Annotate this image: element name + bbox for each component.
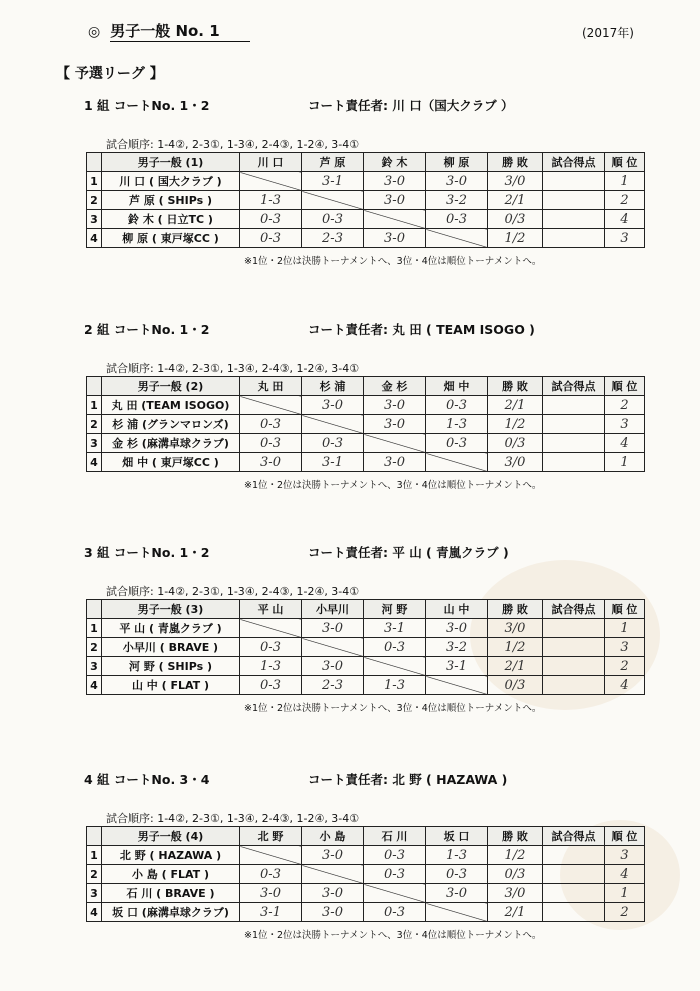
header-blank	[87, 377, 102, 396]
league-table	[86, 376, 645, 472]
win-loss: 3/0	[488, 172, 543, 191]
win-loss: 1/2	[488, 846, 543, 865]
win-loss: 0/3	[488, 434, 543, 453]
row-number: 4	[87, 453, 102, 472]
match-score: 3-0	[240, 884, 302, 903]
match-score: 0-3	[364, 638, 426, 657]
match-score: 0-3	[240, 415, 302, 434]
match-score: 0-3	[302, 210, 364, 229]
court-responsible: コート責任者: 北 野 ( HAZAWA )	[308, 772, 508, 787]
table-row	[87, 846, 645, 865]
page-title	[88, 20, 250, 42]
game-points	[543, 676, 605, 695]
footnote: ※1位・2位は決勝トーナメントへ、3位・4位は順位トーナメントへ。	[244, 703, 542, 714]
game-points	[543, 884, 605, 903]
win-loss: 0/3	[488, 210, 543, 229]
row-number: 4	[87, 229, 102, 248]
row-number: 2	[87, 865, 102, 884]
court-responsible: コート責任者: 川 口（国大クラブ ）	[308, 98, 514, 113]
rank: 1	[605, 619, 645, 638]
game-points	[543, 229, 605, 248]
group-heading: 4 組 コートNo. 3・4	[84, 772, 210, 787]
match-score: 3-1	[364, 619, 426, 638]
rank: 2	[605, 191, 645, 210]
match-score: 3-0	[364, 415, 426, 434]
match-score: 0-3	[426, 434, 488, 453]
match-score: 3-0	[302, 657, 364, 676]
player-name: 金 杉 (麻溝卓球クラブ)	[102, 434, 240, 453]
game-points	[543, 619, 605, 638]
title-text: 男子一般 No. 1	[110, 20, 249, 42]
match-score: 3-1	[426, 657, 488, 676]
game-points	[543, 415, 605, 434]
match-score: 3-0	[302, 846, 364, 865]
match-score: 2-3	[302, 229, 364, 248]
match-score: 3-2	[426, 191, 488, 210]
player-name: 芦 原 ( SHIPs )	[102, 191, 240, 210]
player-name: 小 島 ( FLAT )	[102, 865, 240, 884]
table-row	[87, 172, 645, 191]
match-order: 試合順序: 1-4②, 2-3①, 1-3④, 2-4③, 1-2④, 3-4①	[106, 585, 360, 598]
win-loss: 1/2	[488, 638, 543, 657]
match-score: 3-0	[302, 903, 364, 922]
league-table	[86, 826, 645, 922]
row-number: 1	[87, 172, 102, 191]
match-score: 3-0	[364, 191, 426, 210]
column-header: 順 位	[605, 600, 645, 619]
footnote: ※1位・2位は決勝トーナメントへ、3位・4位は順位トーナメントへ。	[244, 930, 542, 941]
win-loss: 1/2	[488, 229, 543, 248]
game-points	[543, 638, 605, 657]
match-score: 1-3	[364, 676, 426, 695]
rank: 4	[605, 676, 645, 695]
row-number: 3	[87, 884, 102, 903]
player-name: 丸 田 (TEAM ISOGO)	[102, 396, 240, 415]
match-score: 3-0	[364, 229, 426, 248]
table-title: 男子一般 (3)	[102, 600, 240, 619]
table-row	[87, 638, 645, 657]
game-points	[543, 191, 605, 210]
header-blank	[87, 153, 102, 172]
game-points	[543, 434, 605, 453]
table-row	[87, 619, 645, 638]
player-name: 小早川 ( BRAVE )	[102, 638, 240, 657]
rank: 4	[605, 210, 645, 229]
match-score: 2-3	[302, 676, 364, 695]
table-row	[87, 676, 645, 695]
table-row	[87, 657, 645, 676]
player-name: 河 野 ( SHIPs )	[102, 657, 240, 676]
match-score: 3-0	[426, 884, 488, 903]
footnote: ※1位・2位は決勝トーナメントへ、3位・4位は順位トーナメントへ。	[244, 480, 542, 491]
player-name: 北 野 ( HAZAWA )	[102, 846, 240, 865]
player-name: 坂 口 (麻溝卓球クラブ)	[102, 903, 240, 922]
rank: 2	[605, 657, 645, 676]
player-name: 柳 原 ( 東戸塚CC )	[102, 229, 240, 248]
footnote: ※1位・2位は決勝トーナメントへ、3位・4位は順位トーナメントへ。	[244, 256, 542, 267]
table-title: 男子一般 (4)	[102, 827, 240, 846]
table-header-row	[87, 377, 645, 396]
diagonal-cell	[240, 846, 302, 865]
diagonal-cell	[426, 903, 488, 922]
diagonal-cell	[302, 415, 364, 434]
league-table	[86, 599, 645, 695]
win-loss: 1/2	[488, 415, 543, 434]
game-points	[543, 453, 605, 472]
match-score: 3-0	[302, 884, 364, 903]
match-score: 0-3	[240, 434, 302, 453]
table-title: 男子一般 (1)	[102, 153, 240, 172]
column-header: 丸 田	[240, 377, 302, 396]
row-number: 1	[87, 846, 102, 865]
match-score: 3-0	[364, 453, 426, 472]
game-points	[543, 846, 605, 865]
rank: 1	[605, 884, 645, 903]
table-row	[87, 191, 645, 210]
match-score: 3-0	[426, 619, 488, 638]
match-score: 0-3	[364, 903, 426, 922]
diagonal-cell	[240, 172, 302, 191]
row-number: 1	[87, 396, 102, 415]
table-header-row	[87, 600, 645, 619]
row-number: 4	[87, 903, 102, 922]
match-score: 3-1	[302, 453, 364, 472]
table-row	[87, 453, 645, 472]
match-score: 0-3	[240, 210, 302, 229]
column-header: 勝 敗	[488, 827, 543, 846]
column-header: 杉 浦	[302, 377, 364, 396]
match-score: 3-0	[240, 453, 302, 472]
row-number: 3	[87, 210, 102, 229]
rank: 2	[605, 396, 645, 415]
column-header: 河 野	[364, 600, 426, 619]
match-score: 3-0	[426, 172, 488, 191]
column-header: 試合得点	[543, 827, 605, 846]
match-score: 0-3	[426, 396, 488, 415]
player-name: 畑 中 ( 東戸塚CC )	[102, 453, 240, 472]
column-header: 勝 敗	[488, 600, 543, 619]
rank: 3	[605, 846, 645, 865]
win-loss: 3/0	[488, 453, 543, 472]
match-score: 0-3	[302, 434, 364, 453]
table-row	[87, 210, 645, 229]
group-heading: 3 組 コートNo. 1・2	[84, 545, 210, 560]
table-title: 男子一般 (2)	[102, 377, 240, 396]
table-header-row	[87, 827, 645, 846]
match-score: 0-3	[240, 638, 302, 657]
rank: 1	[605, 172, 645, 191]
diagonal-cell	[240, 619, 302, 638]
column-header: 勝 敗	[488, 377, 543, 396]
header-blank	[87, 827, 102, 846]
match-score: 0-3	[240, 865, 302, 884]
column-header: 順 位	[605, 827, 645, 846]
match-score: 3-0	[364, 172, 426, 191]
player-name: 山 中 ( FLAT )	[102, 676, 240, 695]
game-points	[543, 865, 605, 884]
diagonal-cell	[302, 638, 364, 657]
player-name: 川 口 ( 国大クラブ )	[102, 172, 240, 191]
match-score: 3-0	[302, 396, 364, 415]
diagonal-cell	[364, 210, 426, 229]
row-number: 3	[87, 434, 102, 453]
row-number: 2	[87, 191, 102, 210]
win-loss: 2/1	[488, 191, 543, 210]
match-score: 0-3	[240, 229, 302, 248]
rank: 3	[605, 229, 645, 248]
win-loss: 2/1	[488, 657, 543, 676]
diagonal-cell	[426, 229, 488, 248]
rank: 4	[605, 434, 645, 453]
match-score: 3-0	[302, 619, 364, 638]
table-row	[87, 865, 645, 884]
rank: 2	[605, 903, 645, 922]
player-name: 杉 浦 (グランマロンズ)	[102, 415, 240, 434]
column-header: 川 口	[240, 153, 302, 172]
win-loss: 3/0	[488, 619, 543, 638]
header-blank	[87, 600, 102, 619]
rank: 3	[605, 415, 645, 434]
diagonal-cell	[364, 884, 426, 903]
match-score: 1-3	[426, 415, 488, 434]
column-header: 試合得点	[543, 153, 605, 172]
row-number: 3	[87, 657, 102, 676]
match-score: 0-3	[426, 210, 488, 229]
player-name: 平 山 ( 青嵐クラブ )	[102, 619, 240, 638]
match-order: 試合順序: 1-4②, 2-3①, 1-3④, 2-4③, 1-2④, 3-4①	[106, 138, 360, 151]
diagonal-cell	[364, 657, 426, 676]
game-points	[543, 396, 605, 415]
win-loss: 0/3	[488, 676, 543, 695]
table-row	[87, 415, 645, 434]
column-header: 畑 中	[426, 377, 488, 396]
column-header: 鈴 木	[364, 153, 426, 172]
column-header: 小早川	[302, 600, 364, 619]
match-score: 3-1	[240, 903, 302, 922]
column-header: 小 島	[302, 827, 364, 846]
column-header: 柳 原	[426, 153, 488, 172]
diagonal-cell	[364, 434, 426, 453]
table-row	[87, 884, 645, 903]
column-header: 順 位	[605, 153, 645, 172]
group-heading: 2 組 コートNo. 1・2	[84, 322, 210, 337]
table-header-row	[87, 153, 645, 172]
row-number: 2	[87, 638, 102, 657]
match-score: 1-3	[240, 191, 302, 210]
rank: 1	[605, 453, 645, 472]
match-score: 3-0	[364, 396, 426, 415]
game-points	[543, 903, 605, 922]
match-score: 0-3	[240, 676, 302, 695]
table-row	[87, 396, 645, 415]
match-score: 0-3	[364, 865, 426, 884]
match-order: 試合順序: 1-4②, 2-3①, 1-3④, 2-4③, 1-2④, 3-4①	[106, 812, 360, 825]
court-responsible: コート責任者: 丸 田 ( TEAM ISOGO )	[308, 322, 535, 337]
table-row	[87, 903, 645, 922]
win-loss: 2/1	[488, 903, 543, 922]
rank: 4	[605, 865, 645, 884]
double-circle-mark: ◎	[88, 24, 101, 40]
win-loss: 0/3	[488, 865, 543, 884]
column-header: 試合得点	[543, 600, 605, 619]
row-number: 1	[87, 619, 102, 638]
rank: 3	[605, 638, 645, 657]
match-score: 3-2	[426, 638, 488, 657]
row-number: 4	[87, 676, 102, 695]
league-table	[86, 152, 645, 248]
diagonal-cell	[302, 191, 364, 210]
column-header: 試合得点	[543, 377, 605, 396]
column-header: 順 位	[605, 377, 645, 396]
row-number: 2	[87, 415, 102, 434]
column-header: 金 杉	[364, 377, 426, 396]
column-header: 石 川	[364, 827, 426, 846]
match-score: 0-3	[426, 865, 488, 884]
section-title: 【 予選リーグ 】	[56, 66, 164, 82]
table-row	[87, 434, 645, 453]
column-header: 北 野	[240, 827, 302, 846]
game-points	[543, 172, 605, 191]
column-header: 坂 口	[426, 827, 488, 846]
column-header: 平 山	[240, 600, 302, 619]
diagonal-cell	[426, 676, 488, 695]
diagonal-cell	[302, 865, 364, 884]
match-order: 試合順序: 1-4②, 2-3①, 1-3④, 2-4③, 1-2④, 3-4①	[106, 362, 360, 375]
win-loss: 3/0	[488, 884, 543, 903]
column-header: 芦 原	[302, 153, 364, 172]
group-heading: 1 組 コートNo. 1・2	[84, 98, 210, 113]
game-points	[543, 210, 605, 229]
column-header: 勝 敗	[488, 153, 543, 172]
player-name: 鈴 木 ( 日立TC )	[102, 210, 240, 229]
court-responsible: コート責任者: 平 山 ( 青嵐クラブ )	[308, 545, 509, 560]
diagonal-cell	[426, 453, 488, 472]
match-score: 3-1	[302, 172, 364, 191]
game-points	[543, 657, 605, 676]
match-score: 1-3	[426, 846, 488, 865]
year-label: (2017年)	[582, 26, 634, 40]
column-header: 山 中	[426, 600, 488, 619]
match-score: 1-3	[240, 657, 302, 676]
win-loss: 2/1	[488, 396, 543, 415]
player-name: 石 川 ( BRAVE )	[102, 884, 240, 903]
match-score: 0-3	[364, 846, 426, 865]
diagonal-cell	[240, 396, 302, 415]
table-row	[87, 229, 645, 248]
